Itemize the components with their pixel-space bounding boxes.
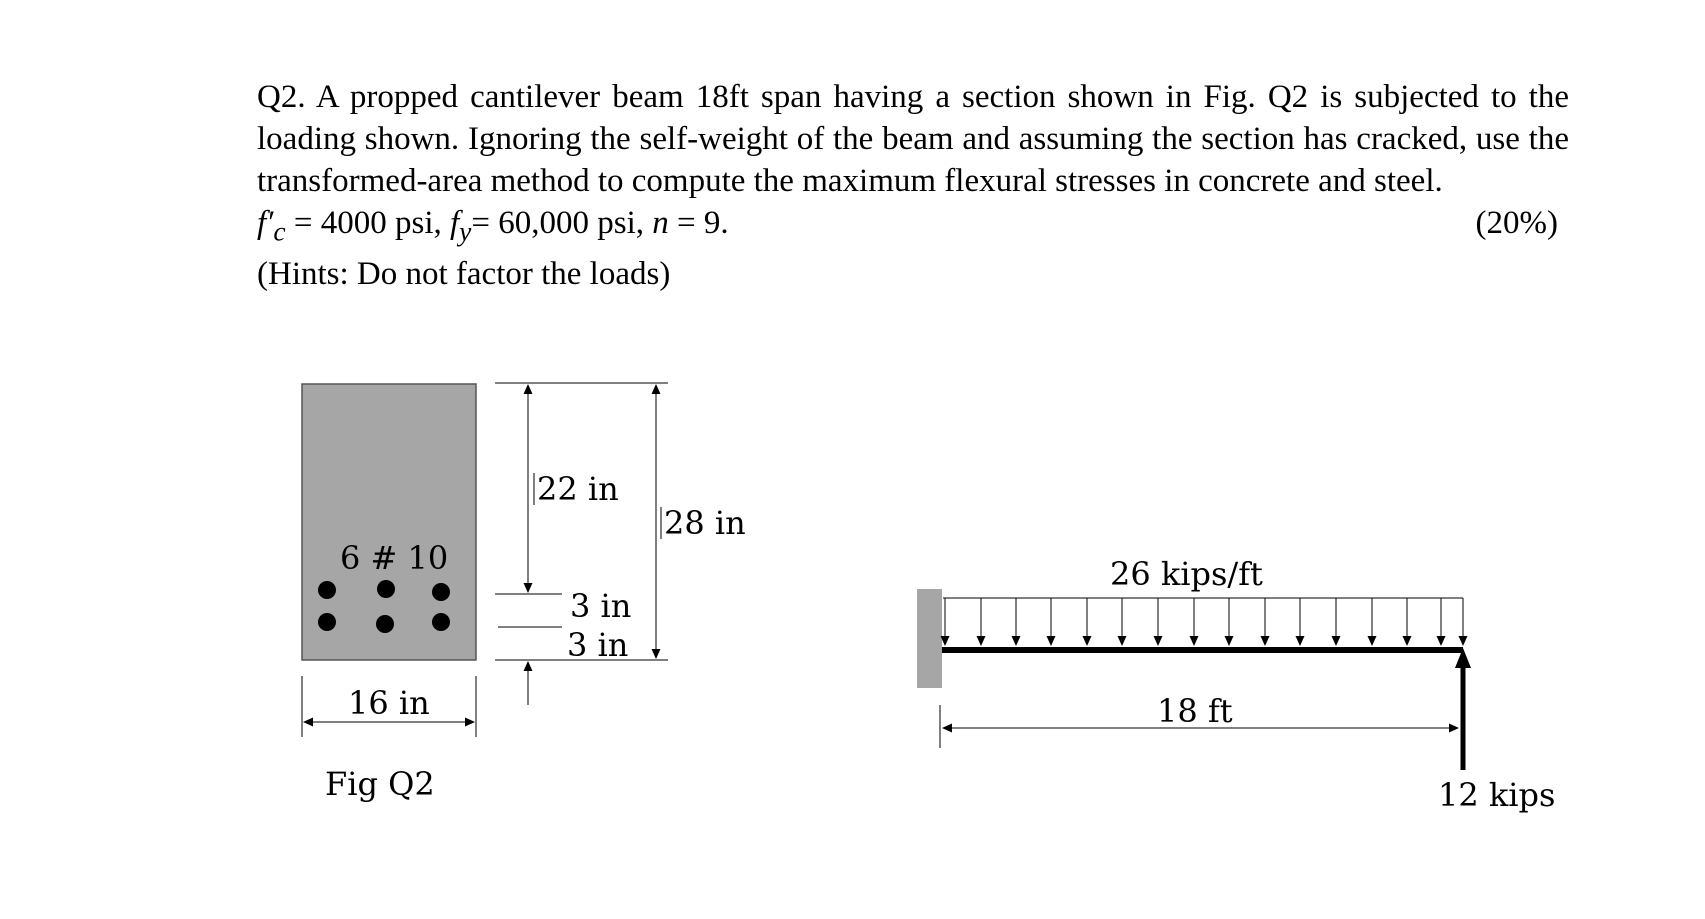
marks-percent: (20%) — [1475, 205, 1558, 241]
fy-symbol: f — [449, 205, 460, 241]
depth-label: 22 in — [537, 470, 619, 508]
rebar — [432, 613, 450, 631]
rebar — [432, 583, 450, 601]
width-label: 16 in — [348, 684, 430, 722]
figure-caption: Fig Q2 — [325, 765, 435, 803]
fixed-support — [917, 589, 942, 688]
spacing-lower-label: 3 in — [567, 626, 629, 664]
n-value: = 9. — [668, 205, 729, 241]
bars-label: 6 # 10 — [340, 539, 449, 577]
fc-subscript: c — [273, 215, 286, 247]
fy-subscript: y — [459, 215, 472, 247]
rebar — [376, 615, 394, 633]
udl-label: 26 kips/ft — [1110, 555, 1263, 593]
rebar — [318, 581, 336, 599]
reaction-label: 12 kips — [1438, 776, 1556, 814]
fc-symbol: f′ — [257, 205, 274, 241]
fy-value: = 60,000 psi, — [471, 205, 653, 241]
spacing-upper-label: 3 in — [570, 587, 632, 625]
beam-section-figure — [302, 383, 746, 803]
rebar — [318, 613, 336, 631]
height-label: 28 in — [664, 504, 746, 542]
question-paragraph: Q2. A propped cantilever beam 18ft span having a section shown in Fig. Q2 is subjected to the loading shown. Ignoring the self-weight of the beam and assuming the section has cracked, use the transformed-area method to compute the maximum flexural stresses in concrete and steel. — [257, 79, 1569, 199]
n-symbol: n — [652, 205, 669, 241]
fc-value: = 4000 psi, — [285, 205, 450, 241]
rebar — [377, 580, 395, 598]
beam-loading-figure — [917, 555, 1555, 814]
span-label: 18 ft — [1157, 692, 1233, 730]
hint-text: (Hints: Do not factor the loads) — [257, 255, 671, 292]
udl-arrows — [945, 598, 1463, 645]
